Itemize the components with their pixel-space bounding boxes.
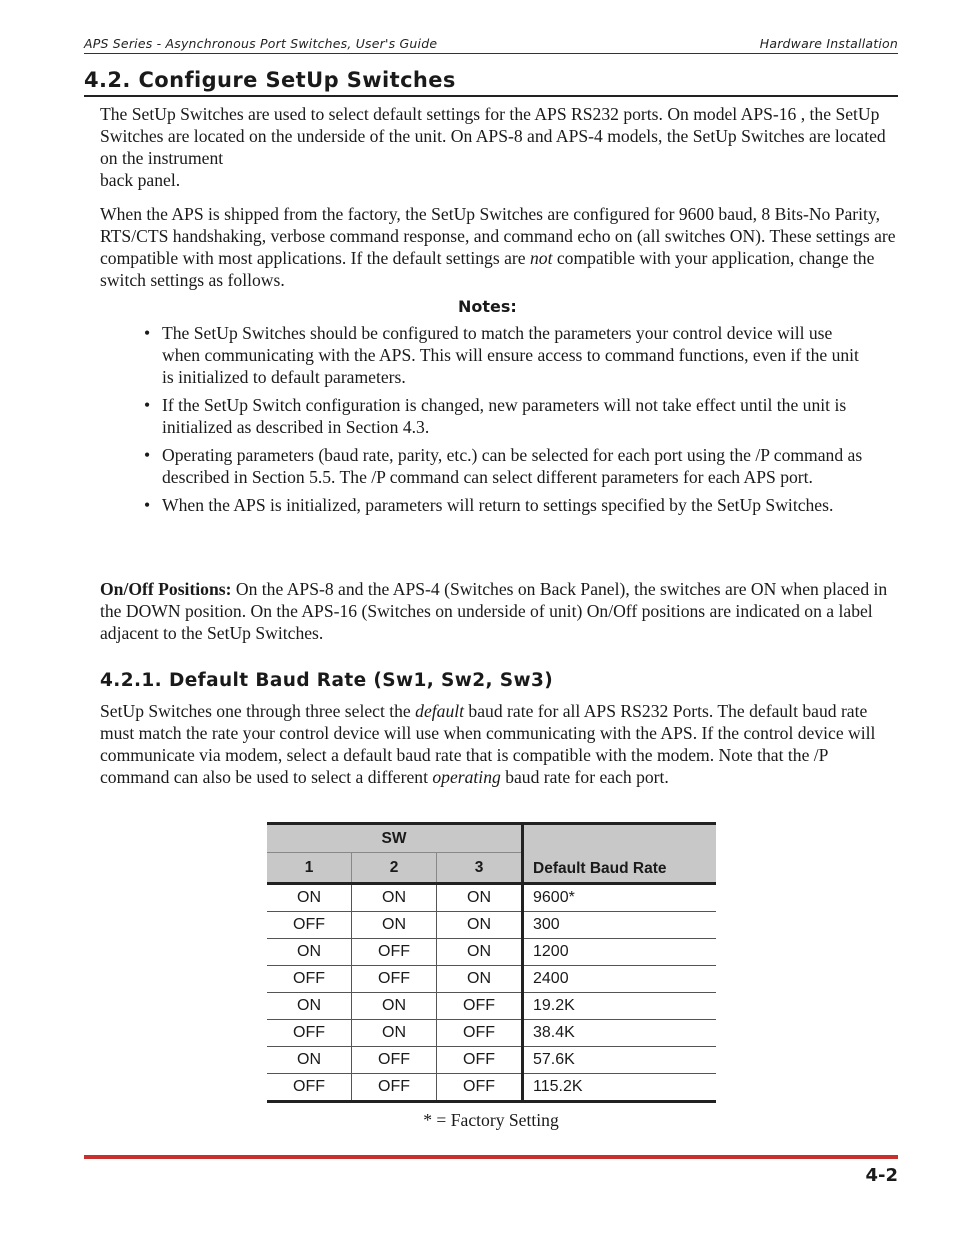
table-cell: OFF (267, 966, 352, 993)
switch-2-header: 2 (352, 853, 437, 884)
table-row (267, 884, 716, 912)
header-document-title: APS Series - Asynchronous Port Switches, User's Guide (84, 36, 438, 51)
baud-rate-header: Default Baud Rate (523, 824, 717, 884)
baud-cell: 115.2K (523, 1074, 717, 1102)
table-row (267, 966, 716, 993)
table-row (267, 1047, 716, 1074)
table-cell: ON (267, 939, 352, 966)
table-row (267, 993, 716, 1020)
table-row (267, 1020, 716, 1047)
note-text: The SetUp Switches should be configured to match the parameters your control device will use when communicating with the APS. This will ensure access to command functions, even if the unit is initialized to default parameters. (162, 323, 859, 387)
table-cell: OFF (267, 912, 352, 939)
intro-paragraph (100, 103, 900, 191)
bullet-icon: • (144, 445, 151, 465)
baud-text-b: baud rate for all APS RS232 Ports. The default baud rate must match the rate your control device will use when communicating with the APS. If the control device will communicate via modem, select a default baud rate that is compatible with the modem. Note that the /P command can also be used to select a different (100, 701, 876, 787)
table-cell: ON (352, 884, 437, 912)
baud-cell: 300 (523, 912, 717, 939)
table-cell: OFF (352, 966, 437, 993)
on-off-positions-paragraph (100, 578, 900, 644)
note-text: Operating parameters (baud rate, parity, etc.) can be selected for each port using the /P command as described in Section 5.5. The /P command can select different parameters for each APS port. (162, 445, 863, 487)
switch-3-header: 3 (437, 853, 523, 884)
table-cell: OFF (437, 1074, 523, 1102)
intro-paragraph-end: back panel. (100, 170, 181, 190)
factory-settings-text-a: When the APS is shipped from the factory, the SetUp Switches are configured for 9600 baud, 8 Bits-No Parity, RTS/CTS handshaking, verbose command response, and command echo on (all switches ON). These settings are compatible with most applications. If the default settings are (100, 204, 896, 268)
table-cell: ON (437, 912, 523, 939)
on-off-positions-text: On the APS-8 and the APS-4 (Switches on Back Panel), the switches are ON when placed in the DOWN position. On the APS-16 (Switches on underside of unit) On/Off positions are indicated on a label adjacent to the SetUp Switches. (100, 579, 888, 643)
section-title: 4.2. Configure SetUp Switches (84, 66, 898, 97)
table-row (267, 939, 716, 966)
factory-settings-text-b: compatible with your application, change the switch settings as follows. (100, 248, 875, 290)
table-row (267, 1074, 716, 1102)
table-cell: OFF (352, 1074, 437, 1102)
table-cell: OFF (437, 993, 523, 1020)
table-cell: ON (437, 939, 523, 966)
baud-cell: 1200 (523, 939, 717, 966)
table-cell: ON (352, 912, 437, 939)
table-cell: ON (352, 1020, 437, 1047)
table-cell: ON (352, 993, 437, 1020)
bullet-icon: • (144, 395, 151, 415)
baud-rate-table (267, 822, 716, 1103)
table-cell: OFF (267, 1020, 352, 1047)
subsection-title: 4.2.1. Default Baud Rate (Sw1, Sw2, Sw3) (100, 670, 554, 691)
switch-1-header: 1 (267, 853, 352, 884)
table-cell: ON (437, 884, 523, 912)
baud-cell: 2400 (523, 966, 717, 993)
on-off-positions-label: On/Off Positions: (100, 579, 232, 599)
table-row (267, 912, 716, 939)
note-item (144, 322, 864, 388)
note-text: When the APS is initialized, parameters will return to settings specified by the SetUp Switches. (162, 495, 834, 515)
baud-cell: 38.4K (523, 1020, 717, 1047)
notes-heading: Notes: (458, 297, 517, 316)
note-text: If the SetUp Switch configuration is changed, new parameters will not take effect until the unit is initialized as described in Section 4.3. (162, 395, 847, 437)
baud-emphasis-default: default (415, 701, 465, 721)
baud-rate-paragraph (100, 700, 900, 788)
header-chapter-title: Hardware Installation (759, 36, 898, 51)
baud-text-c: baud rate for each port. (500, 767, 669, 787)
baud-cell: 57.6K (523, 1047, 717, 1074)
table-cell: ON (267, 884, 352, 912)
table-cell: ON (267, 1047, 352, 1074)
notes-list (144, 322, 864, 522)
baud-table-body (267, 884, 716, 1102)
baud-cell: 9600* (523, 884, 717, 912)
table-cell: OFF (267, 1074, 352, 1102)
baud-text-a: SetUp Switches one through three select the (100, 701, 416, 721)
note-item (144, 394, 864, 438)
table-cell: OFF (437, 1047, 523, 1074)
bullet-icon: • (144, 323, 151, 343)
switch-group-header: SW (267, 824, 523, 853)
table-caption: * = Factory Setting (423, 1110, 559, 1130)
table-cell: ON (267, 993, 352, 1020)
table-cell: OFF (437, 1020, 523, 1047)
footer-rule (84, 1155, 898, 1159)
bullet-icon: • (144, 495, 151, 515)
factory-settings-paragraph (100, 203, 900, 291)
baud-cell: 19.2K (523, 993, 717, 1020)
running-header (84, 36, 898, 54)
intro-paragraph-text: The SetUp Switches are used to select default settings for the APS RS232 ports. On model APS-16 , the SetUp Switches are located on the underside of the unit. On APS-8 and APS-4 models, the SetUp Switches are located on the instrument (100, 104, 886, 168)
table-cell: OFF (352, 1047, 437, 1074)
table-cell: OFF (352, 939, 437, 966)
note-item (144, 444, 864, 488)
baud-emphasis-operating: operating (432, 767, 501, 787)
factory-settings-emphasis: not (529, 248, 553, 268)
note-item (144, 494, 864, 516)
page-number: 4-2 (865, 1165, 898, 1186)
table-cell: ON (437, 966, 523, 993)
